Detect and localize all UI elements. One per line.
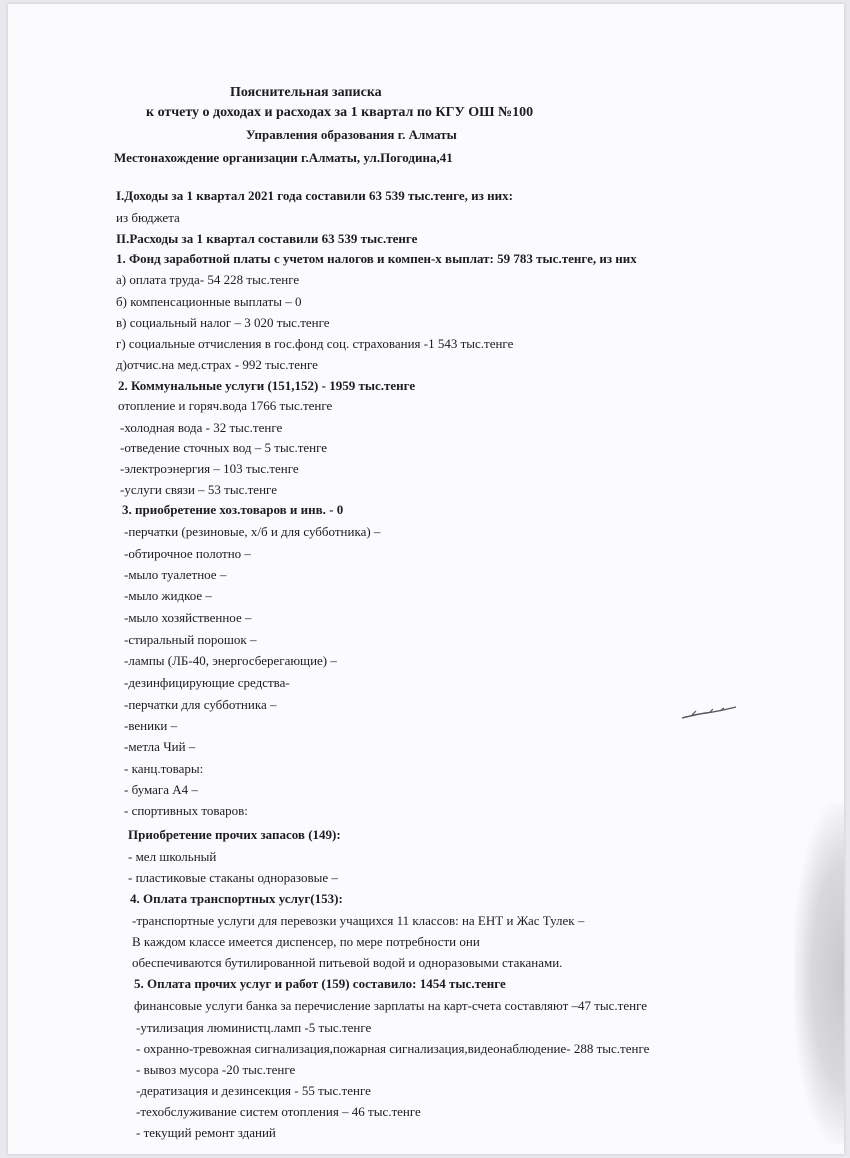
goods-item: -лампы (ЛБ-40, энергосберегающие) – [124, 653, 337, 668]
utilities-item: -электроэнергия – 103 тыс.тенге [120, 461, 299, 476]
services-item: - текущий ремонт зданий [136, 1125, 276, 1140]
services-item: финансовые услуги банка за перечисление зарплаты на карт-счета составляют –47 тыс.тенге [134, 998, 648, 1013]
utilities-heading: 2. Коммунальные услуги (151,152) - 1959 тыс.тенге [118, 378, 416, 393]
transport-item: -транспортные услуги для перевозки учащихся 11 классов: на ЕНТ и Жас Тулек – [132, 913, 585, 928]
goods-item: -дезинфицирующие средства- [124, 675, 290, 690]
utilities-item: -отведение сточных вод – 5 тыс.тенге [120, 440, 328, 455]
goods-heading: 3. приобретение хоз.товаров и инв. - 0 [122, 502, 344, 517]
transport-item: В каждом классе имеется диспенсер, по мере потребности они [132, 934, 480, 949]
transport-heading: 4. Оплата транспортных услуг(153): [130, 891, 343, 906]
document-location: Местонахождение организации г.Алматы, ул.Погодина,41 [114, 150, 453, 165]
goods-item: -обтирочное полотно – [124, 546, 251, 561]
payroll-heading: 1. Фонд заработной платы с учетом налогов и компен-х выплат: 59 783 тыс.тенге, из них [116, 251, 637, 266]
payroll-item: а) оплата труда- 54 228 тыс.тенге [116, 272, 300, 287]
utilities-item: отопление и горяч.вода 1766 тыс.тенге [118, 398, 333, 413]
goods-item: - спортивных товаров: [124, 803, 248, 818]
services-item: - вывоз мусора -20 тыс.тенге [136, 1062, 296, 1077]
payroll-item: д)отчис.на мед.страх - 992 тыс.тенге [116, 357, 318, 372]
services-item: -утилизация люминистц.ламп -5 тыс.тенге [136, 1020, 372, 1035]
utilities-item: -холодная вода - 32 тыс.тенге [120, 420, 283, 435]
goods-item: -перчатки для субботника – [124, 697, 277, 712]
document-department: Управления образования г. Алматы [246, 127, 457, 142]
payroll-item: в) социальный налог – 3 020 тыс.тенге [116, 315, 330, 330]
goods-item: -веники – [124, 718, 178, 733]
goods-item: -перчатки (резиновые, х/б и для субботника) – [124, 524, 381, 539]
goods-item: - канц.товары: [124, 761, 204, 776]
goods-item: -метла Чий – [124, 739, 196, 754]
income-source: из бюджета [116, 210, 180, 225]
other-supplies-heading: Приобретение прочих запасов (149): [128, 827, 341, 842]
expenses-heading: II.Расходы за 1 квартал составили 63 539 тыс.тенге [116, 231, 418, 246]
document-page [8, 4, 844, 1154]
goods-item: - бумага А4 – [124, 782, 198, 797]
payroll-item: г) социальные отчисления в гос.фонд соц. страхования -1 543 тыс.тенге [116, 336, 514, 351]
goods-item: -мыло туалетное – [124, 567, 227, 582]
handwritten-mark [680, 704, 738, 722]
goods-item: -мыло жидкое – [124, 588, 212, 603]
other-supplies-item: - пластиковые стаканы одноразовые – [128, 870, 338, 885]
income-heading: I.Доходы за 1 квартал 2021 года составили 63 539 тыс.тенге, из них: [116, 188, 513, 203]
payroll-item: б) компенсационные выплаты – 0 [116, 294, 302, 309]
other-supplies-item: - мел школьный [128, 849, 217, 864]
services-item: - охранно-тревожная сигнализация,пожарная сигнализация,видеонаблюдение- 288 тыс.тенге [136, 1041, 650, 1056]
services-item: -дератизация и дезинсекция - 55 тыс.тенге [136, 1083, 371, 1098]
utilities-item: -услуги связи – 53 тыс.тенге [120, 482, 277, 497]
document-subtitle: к отчету о доходах и расходах за 1 квартал по КГУ ОШ №100 [146, 105, 534, 120]
scan-smudge [794, 804, 844, 1144]
goods-item: -стиральный порошок – [124, 632, 257, 647]
services-item: -техобслуживание систем отопления – 46 тыс.тенге [136, 1104, 421, 1119]
transport-item: обеспечиваются бутилированной питьевой водой и одноразовыми стаканами. [132, 955, 563, 970]
services-heading: 5. Оплата прочих услуг и работ (159) составило: 1454 тыс.тенге [134, 976, 506, 991]
goods-item: -мыло хозяйственное – [124, 610, 252, 625]
document-title: Пояснительная записка [230, 85, 382, 100]
